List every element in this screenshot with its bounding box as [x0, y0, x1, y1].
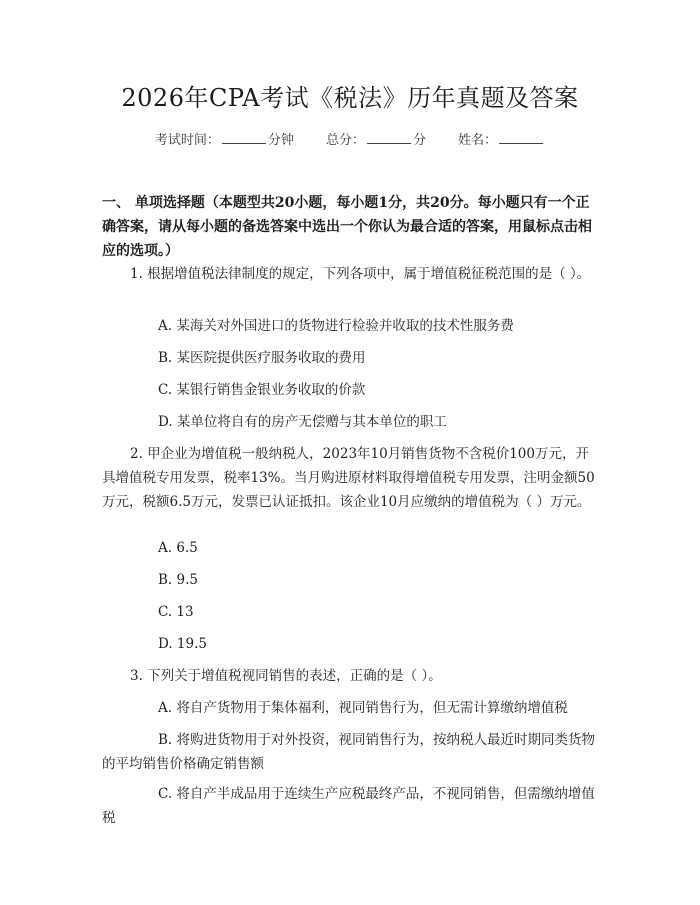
question-1-option-d[interactable]: D. 某单位将自有的房产无偿赠与其本单位的职工 [158, 414, 447, 430]
question-2-option-d[interactable]: D. 19.5 [158, 636, 207, 652]
question-2-option-c[interactable]: C. 13 [158, 604, 194, 620]
name-field [458, 130, 545, 152]
question-2-option-a[interactable]: A. 6.5 [158, 540, 198, 556]
exam-info-line [0, 130, 700, 152]
exam-time-unit: 分钟 [267, 133, 294, 148]
question-2-option-b[interactable]: B. 9.5 [158, 572, 198, 588]
question-1-option-a[interactable]: A. 某海关对外国进口的货物进行检验并收取的技术性服务费 [158, 318, 514, 334]
total-score-blank [367, 131, 411, 144]
exam-time-label: 考试时间： [154, 133, 220, 148]
question-1-option-b[interactable]: B. 某医院提供医疗服务收取的费用 [158, 350, 366, 366]
question-1-option-c[interactable]: C. 某银行销售金银业务收取的价款 [158, 382, 366, 398]
total-score-unit: 分 [413, 133, 427, 148]
total-score-field [326, 130, 426, 152]
question-3-option-b[interactable]: B. 将购进货物用于对外投资，视同销售行为，按纳税人最近时期同类货物的平均销售价格确定销售额 [102, 732, 596, 772]
question-3-option-a[interactable]: A. 将自产货物用于集体福利，视同销售行为，但无需计算缴纳增值税 [158, 700, 568, 716]
total-score-label: 总分： [325, 133, 365, 148]
name-blank [499, 131, 543, 144]
question-3-option-c[interactable]: C. 将自产半成品用于连续生产应税最终产品，不视同销售，但需缴纳增值税 [102, 786, 595, 826]
question-1-stem: 1. 根据增值税法律制度的规定，下列各项中，属于增值税征税范围的是（ ）。 [130, 266, 591, 282]
question-3-stem: 3. 下列关于增值税视同销售的表述，正确的是（ ）。 [130, 668, 442, 684]
exam-time-field [155, 130, 294, 152]
exam-time-blank [222, 131, 266, 144]
section-heading: 一、 单项选择题（本题型共20小题，每小题1分，共20分。每小题只有一个正确答案，请从每小题的备选答案中选出一个你认为最合适的答案，用鼠标点击相应的选项。） [102, 195, 592, 259]
page-title: 2026年CPA考试《税法》历年真题及答案 [121, 84, 579, 112]
question-2-stem: 2. 甲企业为增值税一般纳税人，2023年10月销售货物不含税价100万元，开具增值税专用发票，税率13%。当月购进原材料取得增值税专用发票，注明金额50万元，税额6.5万元，发票已认证抵扣。该企业10月应缴纳的增值税为（ ）万元。 [102, 446, 595, 510]
name-label: 姓名： [458, 133, 498, 148]
